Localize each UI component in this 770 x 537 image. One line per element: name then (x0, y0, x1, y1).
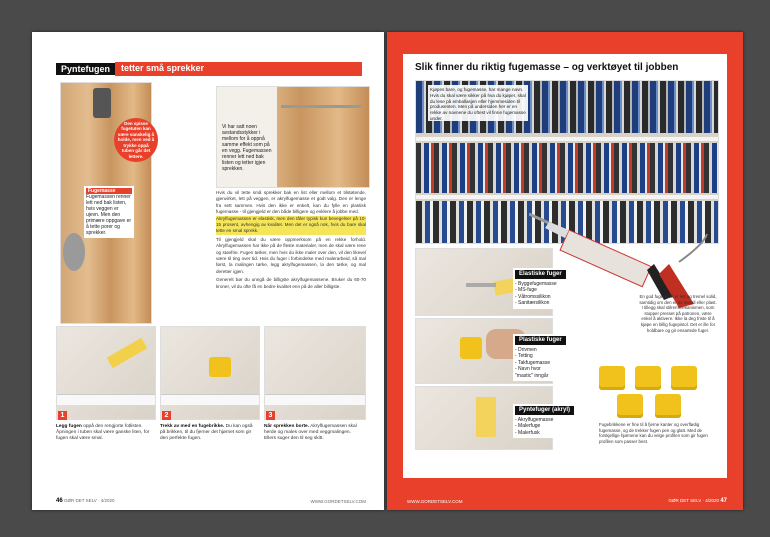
shelf-row-2 (416, 143, 718, 193)
tip-bubble: Den spisse fugetuten kan være vanskelig å holde, men ved å trykke oppå tuben går det lettere. (114, 118, 158, 162)
sponge-text: Fugebrikkene er fine til å fjerne kanter og overflødig fugemasse, og de trekker fugen pen og glatt. Med de forskjellige hjørnene kan du velge profilen som gir fugen profilen som passer best. (599, 422, 708, 444)
left-title (56, 62, 362, 76)
left-footer (56, 498, 115, 504)
bolt-icon (63, 233, 85, 271)
acrylic-box (513, 404, 591, 438)
sponge-icon (635, 366, 661, 390)
plastic-item: - Drivmen (515, 346, 537, 353)
body-paragraph-2: Til gjengjeld skal du være oppmerksom på en rekke forhold. Akrylfugemassen har ikke på de fleste materialer, men de skal være rene og støvfrie. Fugen tørker, men hvis du ikke maler over den, vil den likevel være til ting over tid. Hvis du fuger i forbindelse med malerarbeid, så mal først, la malingen tørke, legg akrylfugemassen, la den tørke, og mal deretter igjen. (216, 236, 366, 274)
step-1-text: oppå den rengjorte fotlisten. Åpningen i tuben skal være ganske liten, for fugen skal være smal. (56, 424, 150, 441)
plastic-item: "mastic" inngår (515, 372, 549, 379)
metal-strip (281, 105, 361, 108)
shelf-edge-1 (416, 137, 718, 141)
elastic-item: - MS-fuge (515, 287, 537, 293)
right-magazine: GØR DET SELV · 4/2020 (668, 498, 720, 503)
right-headline: Slik finner du riktig fugemasse – og verktøyet til jobben (415, 62, 679, 73)
step-3-photo (264, 326, 366, 420)
body-paragraph-3: Generelt bør du unngå de billigste akrylfugemassene. Bruker du 60-70 kroner, vil du ofte få en bedre kvalitet enn på de aller billigste. (216, 277, 366, 289)
elastic-box (513, 268, 591, 309)
right-page (387, 32, 743, 510)
step-2-bold: Trekk av med en fugebrikke. (160, 424, 225, 429)
step-3-bold: Når sprekken borte. (264, 424, 310, 429)
acrylic-header: Pyntefuger (akryl) (515, 406, 574, 415)
step-2-number: 2 (162, 411, 171, 420)
baseboard (265, 394, 365, 405)
sponge-icon (671, 366, 697, 390)
caulk-tube (107, 338, 148, 368)
left-website: WWW.GORDETSELV.COM (310, 499, 366, 504)
right-inner (403, 54, 727, 478)
elastic-item: - Sanitærsilikon (515, 300, 550, 306)
spacer-callout: Vi har satt noen avstandsstykker i mellom for å oppnå samme effekt som på en vegg. Fugemassen renner lett ned bak listen og tetter igjen sprekken. (222, 124, 272, 172)
baseboard (57, 394, 155, 405)
fugemasse-callout (84, 186, 134, 238)
sponge-icon (655, 394, 681, 418)
step-1-bold: Legg fugen (56, 424, 82, 429)
step-2-text: Du kan også på brikken, til du fjerner det hjørnet som gir den perfekte fugen. (160, 424, 253, 441)
callout-head: Fugemasse (86, 188, 132, 194)
right-footer (668, 498, 727, 504)
step-1-caption (56, 424, 154, 442)
step-3-caption (264, 424, 364, 442)
plastic-item: - Takfugemasse (515, 359, 551, 366)
step-3-number: 3 (266, 411, 275, 420)
elastic-item: - Byggefugemasse (515, 280, 557, 287)
sponge-tool (209, 357, 231, 377)
plastic-item: - Navn hvor (515, 366, 541, 372)
acrylic-item: - Malerfusk (515, 429, 540, 436)
right-website: WWW.GORDETSELV.COM (407, 499, 463, 504)
step-2-photo (160, 326, 260, 420)
title-rest: tetter små sprekker (115, 62, 362, 76)
tube-nozzle (466, 283, 496, 287)
plastic-item: - Tetting (515, 353, 533, 359)
step-3-text: Akrylfugemassen skal herde og males over med veggmalingen. Ellers suger den til seg skitt. (264, 424, 357, 441)
sponge-icon (599, 366, 625, 390)
title-tag: Pyntefugen (56, 63, 115, 75)
baseboard (161, 394, 259, 405)
step-2-caption (160, 424, 258, 442)
right-page-number: 47 (720, 498, 727, 504)
body-paragraph-1: Hvis du vil tette små sprekker bak en list eller mellom et tilstøtende, gjenvirket, lett på veggen, er akrylfugemasse et godt valg. Den er lenge fra sett sammen. Hvis den ikke er enkelt, kan du fylle en plastisk fugemasse - til gjengjeld er den både billigere og enklere å jobbe med. (216, 190, 366, 215)
elastic-header: Elastiske fuger (515, 270, 566, 279)
callout-text: Fugemassen renner lett ned bak listen, hvis veggen er ujevn. Men den primære oppgave er å tette porer og sprekker. (86, 194, 132, 236)
plastic-header: Plastiske fuger (515, 336, 566, 345)
left-page (32, 32, 384, 510)
left-page-number: 46 (56, 498, 63, 504)
step-1-number: 1 (58, 411, 67, 420)
tube-body (476, 397, 496, 437)
body-text (216, 190, 366, 290)
body-highlight: Akrylfugemassen er elastisk, men den tåler typisk kun bevegelser på 10-15 prosent, avhengig av kvalitet. Men det er også nok, hvis du bare skal tette en smal sprekk. (216, 215, 366, 234)
acrylic-item: - Malerfuge (515, 423, 541, 429)
sponge-tool (460, 337, 482, 359)
acrylic-item: - Akrylfugemasse (515, 416, 554, 423)
screw-head-icon (93, 88, 111, 118)
plastic-box (513, 334, 591, 381)
left-magazine: GØR DET SELV · 4/2020 (63, 498, 115, 503)
sponge-icon (617, 394, 643, 418)
gun-text: En god fugepistol er lett og tremel solid, samtidig om den er av metall eller plast. I tillegg skal stilremmekanismen, som stopper presset på patronen, være enkel å aktivere. Ikke la deg friste til å kjøpe en billig fugepistol. Det er ille for holdbare og gir ensartede fuger. (639, 294, 717, 333)
shelf-edge-2 (416, 195, 718, 199)
intro-text: Kjøpes bare, og fugemasse, har mange navn. Hvis du skal være sikker på hva du kjøper, skal du lese på emballasjen eller hjemmesiden til produsenten. Men på undersiden her er en rekke av navnene du oftest vil finne fugemasse under. (430, 87, 526, 121)
elastic-item: - Våtromssilikon (515, 293, 551, 300)
step-1-photo (56, 326, 156, 420)
